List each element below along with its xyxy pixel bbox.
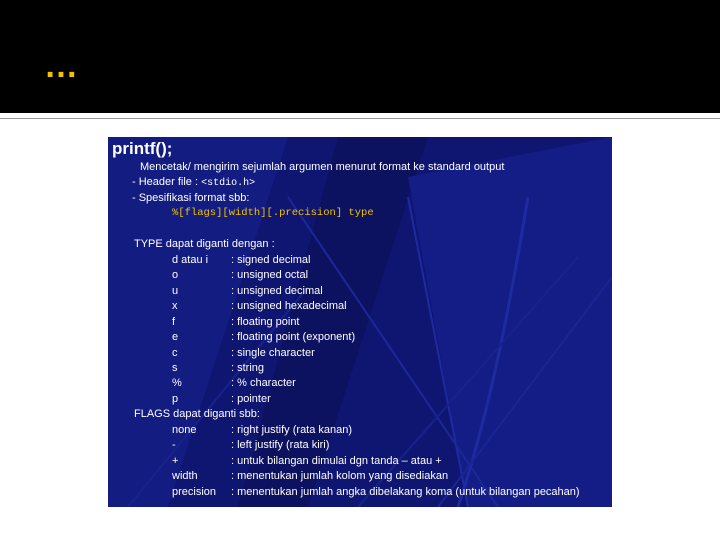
type-desc: : string (231, 362, 265, 374)
type-desc: : signed decimal (231, 254, 311, 266)
type-spec: u (172, 285, 179, 297)
printf-content (108, 137, 612, 507)
flag-desc: : menentukan jumlah angka dibelakang koma (untuk bilangan pecahan) (231, 486, 580, 498)
type-spec: f (172, 316, 176, 328)
flag-desc: : left justify (rata kiri) (231, 439, 330, 451)
flag-desc: : right justify (rata kanan) (231, 424, 353, 436)
header-file-label: - Header file : (132, 176, 202, 188)
slide-title: … (44, 47, 79, 85)
type-spec: d atau i (172, 254, 209, 266)
header-file-value: <stdio.h> (201, 178, 256, 189)
flags-heading: FLAGS dapat diganti sbb: (134, 408, 260, 420)
type-desc: : pointer (231, 393, 271, 405)
flag-spec: + (172, 455, 179, 467)
type-spec: p (172, 393, 179, 405)
type-desc: : unsigned octal (231, 269, 309, 281)
type-desc: : % character (231, 377, 296, 389)
panel-heading: printf(); (112, 139, 173, 158)
header-file-line (132, 176, 255, 190)
flag-spec: - (172, 439, 176, 451)
flag-desc: : menentukan jumlah kolom yang disediakan (231, 470, 449, 482)
flag-spec: none (172, 424, 197, 436)
flag-spec: width (172, 470, 198, 482)
type-desc: : floating point (exponent) (231, 331, 356, 343)
description-text: Mencetak/ mengirim sejumlah argumen menurut format ke standard output (140, 161, 505, 173)
spec-label: - Spesifikasi format sbb: (132, 192, 250, 204)
type-spec: o (172, 269, 179, 281)
type-spec: x (172, 300, 178, 312)
format-syntax: %[flags][width][.precision] type (172, 207, 374, 219)
type-heading: TYPE dapat diganti dengan : (134, 238, 275, 250)
divider (0, 118, 720, 119)
type-spec: e (172, 331, 179, 343)
type-desc: : single character (231, 347, 315, 359)
type-desc: : floating point (231, 316, 300, 328)
type-spec: % (172, 377, 182, 389)
flag-desc: : untuk bilangan dimulai dgn tanda – atau + (231, 455, 442, 467)
flag-spec: precision (172, 486, 217, 498)
content-panel (108, 137, 612, 507)
type-spec: s (172, 362, 178, 374)
title-bar (0, 0, 720, 113)
type-desc: : unsigned decimal (231, 285, 323, 297)
type-desc: : unsigned hexadecimal (231, 300, 347, 312)
type-spec: c (172, 347, 178, 359)
